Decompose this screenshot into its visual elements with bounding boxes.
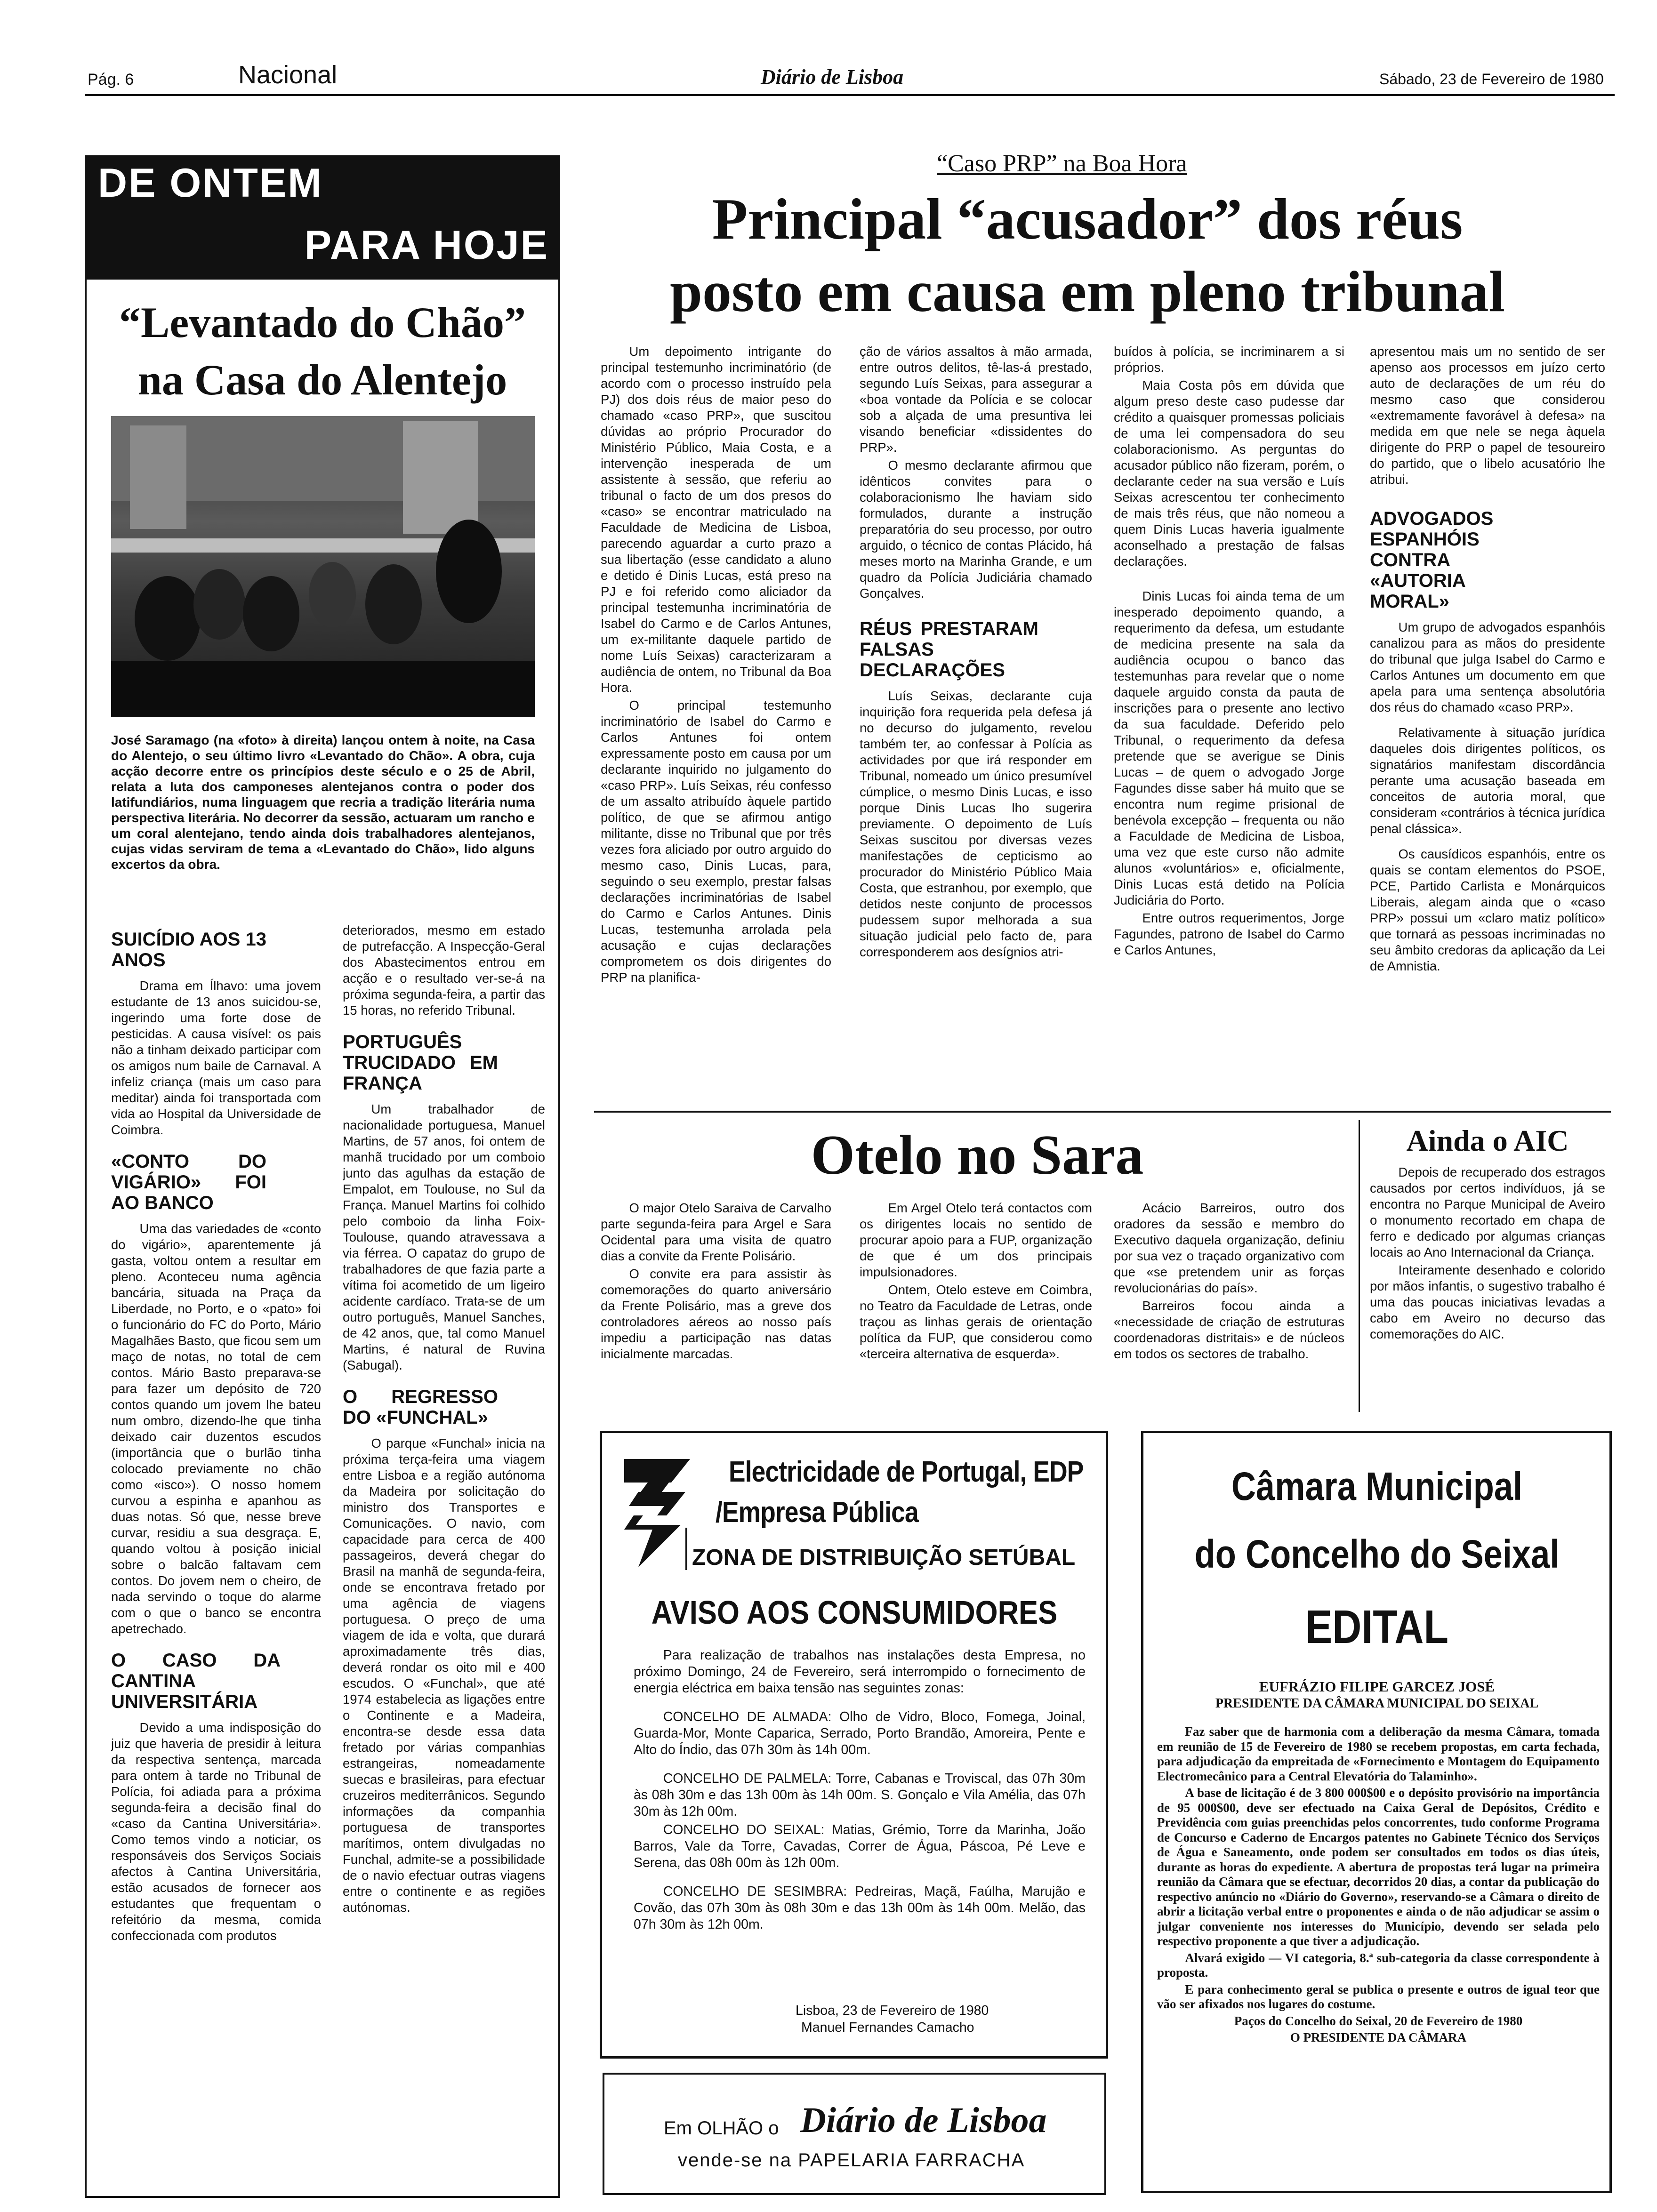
seixal-edital-title: EDITAL: [1305, 1601, 1449, 1653]
edp-zone: ZONA DE DISTRIBUIÇÃO SETÚBAL: [692, 1545, 1076, 1570]
aic-headline: Ainda o AIC: [1406, 1124, 1569, 1157]
lead-bottom-rule: [594, 1111, 1611, 1113]
olhao-brand: Diário de Lisboa: [800, 2100, 1047, 2140]
cantina-text: Devido a uma indisposição do juiz que haveria de presidir à leitura da respectiva sentença, marcada para ontem à tarde no Tribunal de Polícia, foi adiada para a próxima segunda-feira a decisão final do «caso da Cantina Universitária». Como temos vindo a noticiar, os responsáveis dos Serviços Sociais afectos à Cantina Universitária, estão acusados de fornecer aos estudantes que frequentam o refeitório da mesma, comida confeccionada com produtos: [111, 1720, 321, 1943]
otelo-headline: Otelo no Sara: [811, 1123, 1144, 1186]
saramago-photo: [111, 416, 535, 717]
suicidio-text: Drama em Ílhavo: uma jovem estudante de 13 anos suicidou-se, ingerindo uma forte dose de pesticidas. A causa visível: os pais não a tinham deixado participar com os amigos num baile de Carnaval. A infeliz criança (mais um caso para meditar) ainda foi transportada com vida ao Hospital da Universidade de Coimbra.: [111, 978, 321, 1137]
photo-caption: José Saramago (na «foto» à direita) lançou ontem à noite, na Casa do Alentejo, o seu último livro «Levantado do Chão». A obra, cuja acção decorre entre os princípios deste século e o 25 de Abril, relata a luta dos camponeses alentejanos contra o poder dos latifundiários, numa linguagem que recria a tradição literária numa perspectiva literária. No decorrer da sessão, actuaram um rancho e um coral alentejano, tendo ainda dois trabalhadores alentejanos, cujas vidas serviram de tema a «Levantado do Chão», lido alguns excertos da obra.: [111, 733, 535, 872]
portugues-text: Um trabalhador de nacionalidade portuguesa, Manuel Martins, de 57 anos, foi ontem de manhã trucidado por um comboio junto das agulhas da estação de Empalot, em Toulouse, no Sul da França. Manuel Martins foi colhido pelo comboio da linha Foix-Toulouse, quando atravessava a via férrea. O capataz do grupo de trabalhadores de que fazia parte a vítima foi acometido de um ligeiro acidente cardíaco. Trata-se de um outro português, Manuel Sanches, de 42 anos, que, tal como Manuel Martins, é natural de Ruvina (Sabugal).: [343, 1102, 545, 1372]
edp-logo-icon: [619, 1450, 704, 1572]
lead-text-4b: Um grupo de advogados espanhóis canalizou para as mãos do presidente do tribunal que julga Isabel do Carmo e Carlos Antunes um documento em que apela para uma sentença absolutória dos réus do chamado «caso PRP».: [1370, 620, 1605, 714]
lead-text-2b: O mesmo declarante afirmou que idênticos convites para o colaboracionismo lhe haviam sido formulados, durante a instrução preparatória do seu processo, por outro arguido, o técnico de contas Plácido, há meses morto na Marinha Grande, e um quadro da Polícia Judiciária chamado Gonçalves.: [860, 458, 1092, 601]
suicidio-heading: SUICÍDIO AOS 13 ANOS: [111, 929, 266, 970]
lead-text-3c: Dinis Lucas foi ainda tema de um inesperado depoimento quando, a requerimento da defesa, um estudante de medicina presente na sala da audiência ocupou o banco das testemunhas para revelar que o nome daquele arguido consta da pauta de inscrições para o presente ano lectivo da sua faculdade. Deferido pelo Tribunal, o requerimento da defesa pretende que se averigue se Dinis Lucas – de quem o advogado Jorge Fagundes disse saber há muito que se encontra num regime prisional de benévola excepção – frequenta ou não a Faculdade de Medicina de Lisboa, uma vez que este curso não admite alunos «voluntários» e, oficialmente, Dinis Lucas está detido na Polícia Judiciária do Porto.: [1114, 589, 1344, 907]
otelo-text-3b: Barreiros focou ainda a «necessidade de criação de estruturas coordenadoras distritais» e de núcleos em todos os sectores de trabalho.: [1114, 1298, 1344, 1361]
otelo-column-2: [860, 1200, 1092, 1417]
sidebar-headline-1: “Levantado do Chão”: [119, 298, 526, 346]
lead-column-2: [860, 344, 1092, 1097]
lead-text-4d: Os causídicos espanhóis, entre os quais se contam elementos do PSOE, PCE, Partido Carlista e Monárquicos Liberais, alegam ainda que o «caso PRP» possui um «claro matiz político» que tornará as pessoas incriminadas no seu âmbito credoras da aplicação da Lei de Amnistia.: [1370, 847, 1605, 973]
lead-column-3: [1114, 344, 1344, 1097]
photo-scene: [111, 416, 535, 717]
lead-kicker: “Caso PRP” na Boa Hora: [937, 150, 1187, 177]
lead-intro: Um depoimento intrigante do principal testemunho incriminatório (de acordo com o processo instruído pela PJ) dos dois réus de maior peso do chamado «caso PRP», que suscitou dúvidas ao próprio Procurador do Ministério Público, Maia Costa, e a intervenção inesperada de um assistente à sessão, que referiu ao tribunal o facto de um dos presos do «caso» se encontrar matriculado na Faculdade de Medicina de Lisboa, parecendo aguardar a curto prazo a sua libertação (esse candidato a aluno e detido é Dinis Lucas, está preso na PJ e foi referido como aliciador da principal testemunha incriminatória de Isabel do Carmo e de Carlos Antunes, um ex-militante daquele partido de nome Luís Seixas) caracterizaram a audiência de ontem, no Tribunal da Boa Hora.: [601, 344, 831, 695]
funchal-text: O parque «Funchal» inicia na próxima terça-feira uma viagem entre Lisboa e a região autónoma da Madeira por solicitação do ministro dos Transportes e Comunicações. O navio, com capacidade para cerca de 400 passageiros, deverá chegar do Brasil na manhã de segunda-feira, onde se encontrava fretado por uma agência de viagens portuguesa. O preço de uma viagem de ida e volta, que durará aproximadamente três dias, deverá rondar os oito mil e 400 escudos. O «Funchal», que até 1974 estabelecia as ligações entre o Continente e a Madeira, encontra-se desde essa data fretado por várias companhias estrangeiras, nomeadamente suecas e brasileiras, para efectuar cruzeiros mediterrânicos. Segundo informações da companhia portuguesa de transportes marítimos, ontem divulgadas no Funchal, admite-se a possibilidade de o navio efectuar outras viagens entre o continente e as regiões autónomas.: [343, 1436, 545, 1915]
aic-column: [1370, 1164, 1605, 1419]
sidebar-headline-2: na Casa do Alentejo: [137, 356, 507, 404]
masthead: Diário de Lisboa: [761, 65, 904, 88]
edp-body: [634, 1647, 1086, 2014]
lead-text-3d: Entre outros requerimentos, Jorge Fagundes, patrono de Isabel do Carmo e Carlos Antunes,: [1114, 911, 1344, 957]
otelo-column-3: [1114, 1200, 1344, 1417]
conto-text: Uma das variedades de «conto do vigário», aparentemente já gasta, voltou ontem a resultar em pleno. Aconteceu numa agência bancária, situada na Praça da Liberdade, no Porto, e o «pato» foi o funcionário do FC do Porto, Mário Magalhães Basto, que ficou sem um maço de notas, no total de cem contos. Mário Basto preparava-se para fazer um depósito de 720 contos quando um jovem lhe bateu num ombro, dizendo-lhe que tinha deixado cair duzentos escudos (importância que o burlão tinha colocado previamente no chão como «isco»). O nosso homem curvou a espinha e apanhou as duas notas. Só que, nesse breve curvar, residiu a sua desgraça. E, quando voltou à posição inicial sobre o balcão faltavam cem contos. Do jovem nem o cheiro, de nada servindo o toque do alarme com o que o banco se encontra apetrechado.: [111, 1221, 321, 1636]
otelo-text-2a: Em Argel Otelo terá contactos com os dirigentes locais no sentido de procurar apoio para a FUP, organização de que é um dos principais impulsionadores.: [860, 1201, 1092, 1279]
advogados-heading: ADVOGADOS ESPANHÓIS CONTRA «AUTORIA MORAL»: [1370, 508, 1494, 612]
seixal-text-3: Alvará exigido — VI categoria, 8.ª sub-categoria da classe correspondente à proposta.: [1157, 1950, 1600, 1980]
cantina-continued: deteriorados, mesmo em estado de putrefacção. A Inspecção-Geral dos Abastecimentos entrou em acção e o resultado ver-se-á na próxima segunda-feira, a partir das 15 horas, no referido Tribunal.: [343, 923, 545, 1018]
portugues-heading: PORTUGUÊS TRUCIDADO EM FRANÇA: [343, 1032, 498, 1094]
lead-text-3b: Maia Costa pôs em dúvida que algum preso deste caso pudesse dar crédito a quaisquer promessas policiais de uma lei compensadora do seu colaboracionismo. As perguntas do acusador público não fizeram, porém, o declarante ceder na sua versão e Luís Seixas acrescentou ter conhecimento de mais três réus, que não nomeou a quem Dinis Lucas haveria igualmente aconselhado a prestação de falsas declarações.: [1114, 378, 1344, 569]
issue-date: Sábado, 23 de Fevereiro de 1980: [1379, 71, 1604, 88]
otelo-text-2b: Ontem, Otelo esteve em Coimbra, no Teatro da Faculdade de Letras, onde traçou as linhas gerais de orientação política da FUP, que considerou como «terceira alternativa de esquerda».: [860, 1282, 1092, 1361]
conto-heading: «CONTO DO VIGÁRIO» FOI AO BANCO: [111, 1151, 266, 1213]
lead-text-4a: apresentou mais um no sentido de ser apenso aos processos em juízo certo auto de declarações de um réu do mesmo caso que considerou «extremamente favorável à defesa» na medida em que nele se nega àquela dirigente do PRP o papel de tesoureiro do partido, que o libelo acusatório lhe atribui.: [1370, 344, 1605, 487]
edp-zone-sesimbra: CONCELHO DE SESIMBRA: Pedreiras, Maçã, Faúlha, Marujão e Covão, das 07h 30m às 08h 30m e das 13h 00m às 14h 00m. Melão, das 07h 30m às 12h 00m.: [634, 1884, 1086, 1932]
seixal-body: [1157, 1724, 1600, 2162]
reus-heading: RÉUS PRESTARAM FALSAS DECLARAÇÕES: [860, 618, 1038, 681]
edp-zone-palmela: CONCELHO DE PALMELA: Torre, Cabanas e Troviscal, das 07h 30m às 08h 30m e das 13h 00m às 14h 00m. S. Gonçalo e Vila Amélia, das 07h 30m às 12h 00m.: [634, 1771, 1086, 1819]
section-name: Nacional: [238, 61, 338, 89]
edp-company-1: Electricidade de Portugal, EDP: [729, 1456, 1084, 1488]
lead-text-2c: Luís Seixas, declarante cuja inquirição fora requerida pela defesa já no decurso do julgamento, revelou também ter, ao confessar à Polícia as actividades por que irá responder em Tribunal, nomeado um único presumível cúmplice, o mesmo Dinis Lucas, e isso porque Dinis Lucas lho sugerira previamente. O depoimento de Luís Seixas suscitou por diversas vezes manifestações de cepticismo ao procurador do Ministério Público Maia Costa, que estranhou, por exemplo, que detidos neste conjunto de processos pudessem supor melhorada a sua situação judicial pelo facto de, para corresponderem aos desígnios atri-: [860, 689, 1092, 959]
otelo-text-3a: Acácio Barreiros, outro dos oradores da sessão e membro do Executivo daquela organização, definiu por sua vez o traçado organizativo com que «se pretendem unir as forças revolucionárias do país».: [1114, 1201, 1344, 1295]
lead-column-1: [601, 344, 831, 1097]
seixal-text-1: Faz saber que de harmonia com a deliberação da mesma Câmara, tomada em reunião de 15 de Fevereiro de 1980 se recebem propostas, em carta fechada, para adjudicação da empreitada de «Fornecimento e Montagem do Equipamento Electromecânico para a Central Elevatória do Talaminho».: [1157, 1724, 1600, 1783]
lead-column-4: [1370, 344, 1605, 1097]
sidebar-column-2: [343, 922, 545, 2193]
sidebar-column-1: [111, 922, 321, 2193]
edp-zone-rule: [685, 1528, 687, 1570]
edp-zone-seixal: CONCELHO DO SEIXAL: Matias, Grémio, Torre da Marinha, João Barros, Vale da Torre, Cavadas, Correr de Água, Páscoa, Pé Leve e Serena, das 08h 00m às 12h 00m.: [634, 1822, 1086, 1870]
otelo-text-1b: O convite era para assistir às comemorações do quarto aniversário da Frente Polisário, mas a greve dos controladores aéreos ao nosso país impediu a participação nas datas inicialmente marcadas.: [601, 1266, 831, 1361]
lead-headline-2: posto em causa em pleno tribunal: [670, 259, 1505, 324]
seixal-text-2: A base de licitação é de 3 800 000$00 e o depósito provisório na importância de 95 000$00, deve ser efectuado na Caixa Geral de Depósitos, Crédito e Previdência com guias preenchidas pelos concorrentes, tudo conforme Programa de Concurso e Caderno de Encargos patentes no Gabinete Técnico dos Serviços de Água e Saneamento, onde podem ser consultados em todos os dias úteis, durante as horas do expediente. A abertura de propostas terá lugar na primeira reunião da Câmara que se efectuar, decorridos 20 dias, a contar da publicação do respectivo anúncio no «Diário do Governo», reservando-se a Câmara o direito de abrir a licitação verbal entre o proponentes e ainda o de não adjudicar se assim o julgar conveniente nos interesses do Município, devendo ser selada pelo respectivo proponente a que tiver a adjudicação.: [1157, 1786, 1600, 1948]
lead-text-1b: O principal testemunho incriminatório de Isabel do Carmo e Carlos Antunes foi ontem expressamente posto em causa por um declarante inquirido no julgamento do «caso PRP». Luís Seixas, réu confesso de um assalto atribuído àquele partido político, de que se afirmou antigo militante, disse no Tribunal que por três vezes fora aliciado por outro arguido do mesmo caso, Dinis Lucas, para, seguindo o seu exemplo, prestar falsas declarações incriminatórias de Isabel do Carmo e Carlos Antunes. Dinis Lucas, testemunha arrolada pela acusação e cujas declarações comprometem os dois dirigentes do PRP na planifica-: [601, 698, 831, 985]
lead-headline-1: Principal “acusador” dos réus: [712, 187, 1463, 251]
funchal-heading: O REGRESSO DO «FUNCHAL»: [343, 1387, 498, 1428]
cantina-heading: O CASO DA CANTINA UNIVERSITÁRIA: [111, 1650, 281, 1712]
lead-text-4c: Relativamente à situação jurídica daqueles dois dirigentes políticos, os signatários manifestam discordância perante uma acusação baseada em conceitos de autoria moral, que consideram «contrários à técnica jurídica penal clássica».: [1370, 725, 1605, 836]
olhao-pre: Em OLHÃO o: [664, 2118, 779, 2139]
seixal-role: PRESIDENTE DA CÂMARA MUNICIPAL DO SEIXAL: [1215, 1696, 1539, 1711]
edp-title: AVISO AOS CONSUMIDORES: [651, 1594, 1058, 1631]
aic-text-2: Inteiramente desenhado e colorido por mãos infantis, o sugestivo trabalho é uma das poucas iniciativas levadas a cabo em Aveiro no decurso das comemorações do AIC.: [1370, 1263, 1605, 1341]
seixal-text-5: Paços do Concelho do Seixal, 20 de Fevereiro de 1980: [1234, 2013, 1523, 2028]
otelo-text-1a: O major Otelo Saraiva de Carvalho parte segunda-feira para Argel e Sara Ocidental para uma visita de quatro dias a convite da Frente Polisário.: [601, 1201, 831, 1263]
aic-text-1: Depois de recuperado dos estragos causados por certos indivíduos, já se encontra no Parque Municipal de Aveiro o monumento recortado em chapa de ferro e dedicado por algumas crianças locais ao Ano Internacional da Criança.: [1370, 1165, 1605, 1259]
header-rule: [85, 94, 1615, 96]
lead-text-2a: ção de vários assaltos à mão armada, entre outros delitos, tê-las-á prestado, segundo Luís Seixas, para assegurar a «boa vontade da Polícia e se colocar sob a alçada de uma presuntiva lei visando beneficiar «dissidentes do PRP».: [860, 344, 1092, 455]
page-number: Pág. 6: [88, 71, 134, 88]
seixal-title-2: do Concelho do Seixal: [1194, 1532, 1560, 1576]
edp-company-2: /Empresa Pública: [716, 1496, 918, 1529]
otelo-column-1: [601, 1200, 831, 1417]
sidebar-banner: [87, 157, 558, 280]
banner-top: DE ONTEM: [98, 160, 323, 206]
seixal-title-1: Câmara Municipal: [1231, 1464, 1523, 1508]
olhao-line2: vende-se na PAPELARIA FARRACHA: [678, 2150, 1025, 2171]
seixal-name: EUFRÁZIO FILIPE GARCEZ JOSÉ: [1259, 1678, 1495, 1695]
edp-intro: Para realização de trabalhos nas instalações desta Empresa, no próximo Domingo, 24 de Fevereiro, será interrompido o fornecimento de energia eléctrica em baixa tensão nas seguintes zonas:: [634, 1648, 1086, 1696]
edp-logo-svg: [619, 1450, 704, 1572]
seixal-sign: O PRESIDENTE DA CÂMARA: [1290, 2030, 1467, 2044]
banner-bottom: PARA HOJE: [304, 223, 549, 268]
edp-date: Lisboa, 23 de Fevereiro de 1980: [796, 2003, 989, 2018]
lead-text-3a: buídos à polícia, se incriminarem a si próprios.: [1114, 344, 1344, 375]
edp-zone-almada: CONCELHO DE ALMADA: Olho de Vidro, Bloco, Fomega, Joinal, Guarda-Mor, Monte Caparica, Serrado, Porto Brandão, Amoreira, Pente e Alto do Índio, das 07h 30m às 14h 00m.: [634, 1709, 1086, 1757]
seixal-text-4: E para conhecimento geral se publica o presente e outros de igual teor que vão ser afixados nos lugares do costume.: [1157, 1982, 1600, 2011]
aic-divider: [1359, 1120, 1360, 1412]
edp-signer: Manuel Fernandes Camacho: [801, 2020, 974, 2035]
